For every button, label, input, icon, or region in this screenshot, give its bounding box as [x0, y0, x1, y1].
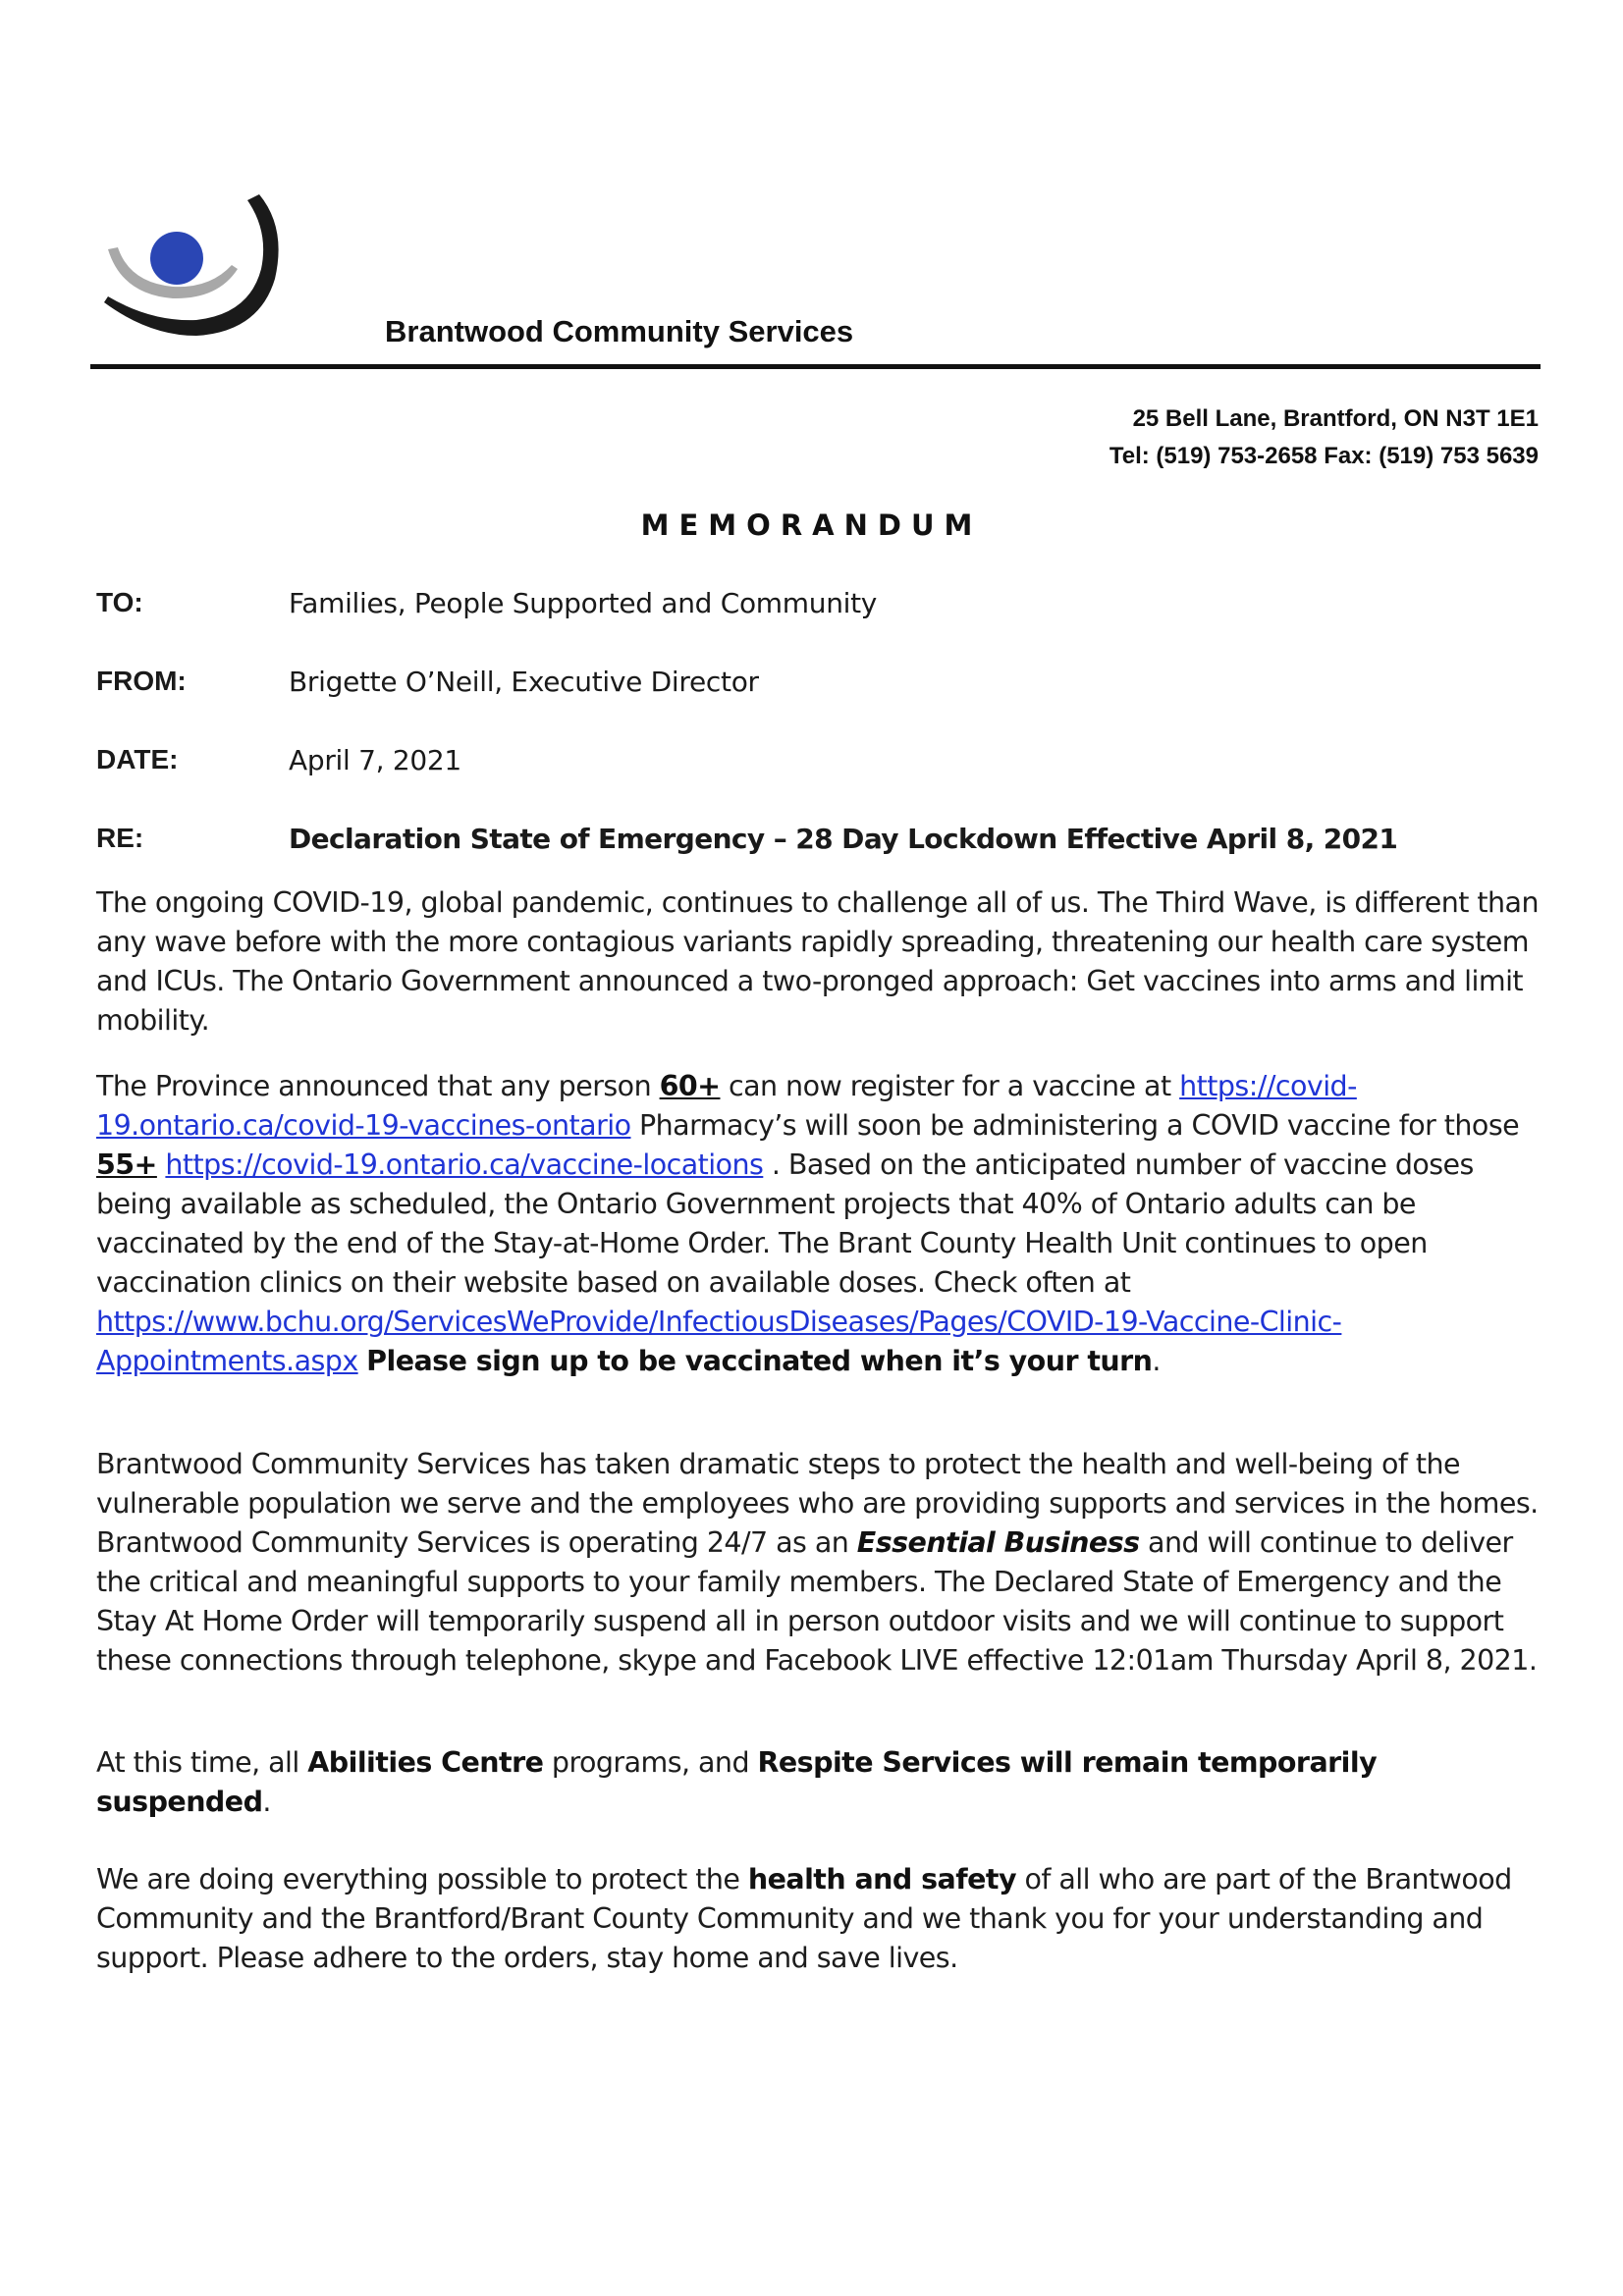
- essential-business-emphasis: Essential Business: [856, 1526, 1140, 1559]
- text-run: We are doing everything possible to protect the: [96, 1863, 748, 1896]
- abilities-centre-emphasis: Abilities Centre: [307, 1746, 544, 1779]
- to-field: [96, 587, 1540, 626]
- organization-name: Brantwood Community Services: [385, 314, 854, 348]
- text-run: .: [262, 1786, 271, 1818]
- ontario-vaccine-link[interactable]: https://covid-19.ontario.ca/covid-19-vaccines-ontario: [96, 1070, 1357, 1142]
- paragraph-text: [96, 1743, 1545, 1822]
- memo-title: MEMORANDUM: [640, 508, 983, 542]
- date-field: [96, 744, 1540, 783]
- organization-logo: [94, 188, 291, 346]
- paragraph-programs: [96, 1743, 1545, 1822]
- text-run: of all who are part of the Brantwood Community and the Brantford/Brant County Community and we thank you for your understanding and support. Please adhere to the orders, stay home and save lives.: [96, 1863, 1512, 1974]
- from-label: FROM:: [96, 666, 187, 696]
- re-label: RE:: [96, 823, 144, 853]
- contact-block: [1109, 400, 1539, 475]
- paragraph-text: [96, 1067, 1545, 1381]
- text-run: and will continue to deliver the critical and meaningful supports to your family members. The Declared State of Emergency and the Stay At Home Order will temporarily suspend all in person outdoor visits and we will continue to support these connections through telephone, skype and Facebook LIVE effective 12:01am Thursday April 8, 2021.: [96, 1526, 1538, 1677]
- to-value: Families, People Supported and Community: [289, 587, 878, 619]
- header-divider: [90, 364, 1541, 369]
- to-label: TO:: [96, 587, 143, 617]
- text-run: can now register for a vaccine at: [720, 1070, 1180, 1102]
- age-60-plus: 60+: [659, 1070, 721, 1102]
- text-run: [358, 1345, 367, 1377]
- logo-graphic: [94, 188, 291, 346]
- paragraph-text: [96, 1445, 1545, 1681]
- paragraph-closing: [96, 1860, 1545, 1978]
- text-run: .: [1152, 1345, 1161, 1377]
- paragraph-text: [96, 1860, 1545, 1978]
- health-safety-emphasis: health and safety: [747, 1863, 1016, 1896]
- date-value: April 7, 2021: [289, 744, 461, 776]
- text-run: programs, and: [543, 1746, 758, 1779]
- address-line: 25 Bell Lane, Brantford, ON N3T 1E1: [1132, 405, 1539, 432]
- re-field: [96, 823, 1540, 862]
- from-field: [96, 666, 1540, 705]
- text-run: The Province announced that any person: [96, 1070, 660, 1102]
- date-label: DATE:: [96, 744, 179, 774]
- text-run: . Based on the anticipated number of vaccine doses being available as scheduled, the Ontario Government projects that 40% of Ontario adults can be vaccinated by the end of the Stay-at-Home Order. The Brant County Health Unit continues to open vaccination clinics on their website based on available doses. Check often at: [96, 1148, 1474, 1299]
- respite-services-emphasis: Respite Services will remain temporarily suspended: [96, 1746, 1378, 1818]
- phone-fax-line: Tel: (519) 753-2658 Fax: (519) 753 5639: [1109, 443, 1539, 469]
- text-run: Brantwood Community Services has taken dramatic steps to protect the health and well-being of the vulnerable population we serve and the employees who are providing supports and services in the homes. Brantwood Community Services is operating 24/7 as an: [96, 1448, 1539, 1559]
- paragraph-services: [96, 1445, 1545, 1681]
- bchu-clinic-link[interactable]: https://www.bchu.org/ServicesWeProvide/InfectiousDiseases/Pages/COVID-19-Vaccine-Clinic-Appointments.aspx: [96, 1306, 1342, 1377]
- text-run: At this time, all: [96, 1746, 308, 1779]
- age-55-plus: 55+: [96, 1148, 157, 1181]
- paragraph-pandemic: [96, 883, 1545, 1041]
- re-subject: Declaration State of Emergency – 28 Day Lockdown Effective April 8, 2021: [289, 823, 1398, 855]
- logo-blue-circle: [150, 232, 203, 285]
- vaccine-locations-link[interactable]: https://covid-19.ontario.ca/vaccine-locations: [165, 1148, 764, 1181]
- from-value: Brigette O’Neill, Executive Director: [289, 666, 759, 698]
- sign-up-callout: Please sign up to be vaccinated when it’s your turn: [366, 1345, 1153, 1377]
- text-run: Pharmacy’s will soon be administering a COVID vaccine for those: [630, 1109, 1520, 1142]
- paragraph-text: The ongoing COVID-19, global pandemic, continues to challenge all of us. The Third Wave, is different than any wave before with the more contagious variants rapidly spreading, threatening our health care system and ICUs. The Ontario Government announced a two-pronged approach: Get vaccines into arms and limit mobility.: [96, 886, 1539, 1037]
- paragraph-vaccines: [96, 1067, 1545, 1381]
